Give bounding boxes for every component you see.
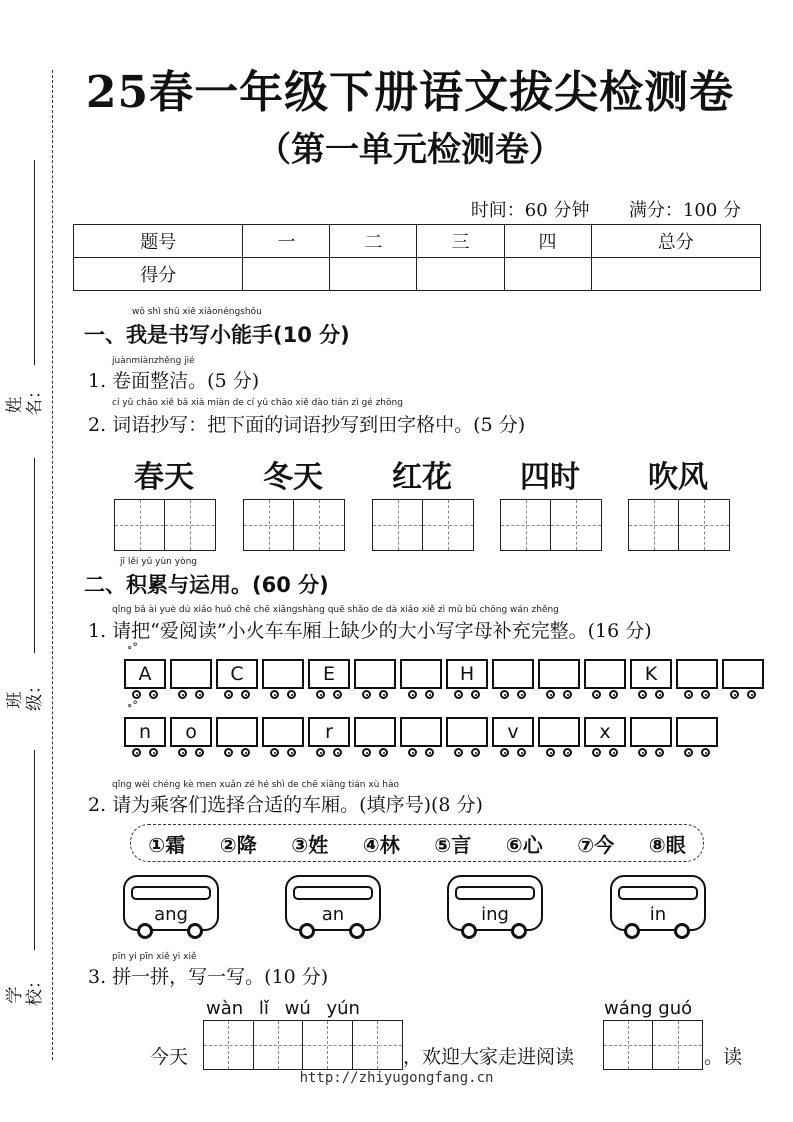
q3-text-before: 今天 (150, 1046, 189, 1068)
full-score: 满分：100 分 (628, 200, 741, 221)
wheel-icon (655, 690, 664, 699)
wheel-icon (270, 690, 279, 699)
wheel-icon (379, 690, 388, 699)
wheel-icon (224, 690, 233, 699)
footer-url: http://zhiyugongfang.cn (299, 1070, 494, 1086)
section2-pinyin: jī lěi yǔ yùn yòng (120, 557, 197, 567)
wheel-icon (316, 748, 325, 757)
wheel-icon (454, 690, 463, 699)
train-car[interactable] (538, 717, 580, 747)
wheel-icon (149, 748, 158, 757)
wheel-icon (316, 690, 325, 699)
wheel-icon (701, 748, 710, 757)
wheel-icon (195, 690, 204, 699)
train-car[interactable] (400, 717, 442, 747)
tianzige-grid[interactable] (114, 499, 216, 551)
train-car: v (492, 717, 534, 747)
wheel-icon (137, 923, 153, 939)
wheel-icon (241, 748, 250, 757)
page-subtitle: （第一单元检测卷） (257, 130, 563, 170)
option-item: ③姓 (291, 832, 329, 857)
wheel-icon (471, 690, 480, 699)
copy-word: 春天 (134, 460, 194, 495)
wheel-icon (511, 923, 527, 939)
wheel-icon (517, 690, 526, 699)
train-car[interactable] (262, 717, 304, 747)
wheel-icon (379, 748, 388, 757)
s2-q3-pinyin: pīn yi pīn xiě yi xiě (112, 952, 197, 962)
tianzige-grid[interactable] (243, 499, 345, 551)
s2-q1-pinyin: qǐng bǎ ài yuè dú xiǎo huǒ chē chē xiāngshàng quē shǎo de dà xiǎo xiě zì mǔ bǔ chōng wán zhěng (112, 605, 559, 615)
train-car[interactable] (354, 717, 396, 747)
cabin-window (618, 886, 698, 900)
copy-word: 冬天 (263, 460, 323, 495)
wheel-icon (517, 748, 526, 757)
train-car[interactable] (400, 659, 442, 689)
s2-q3-text: 3. 拼一拼，写一写。(10 分) (88, 966, 329, 988)
score-header: 四 (504, 225, 591, 258)
train-car: K (630, 659, 672, 689)
train-car[interactable] (584, 659, 626, 689)
cabin-window (455, 886, 535, 900)
wheel-icon (287, 690, 296, 699)
option-item: ④林 (362, 832, 400, 857)
score-header: 题号 (74, 225, 243, 258)
score-header: 三 (417, 225, 504, 258)
train-car[interactable] (676, 659, 718, 689)
wheel-icon (408, 690, 417, 699)
tianzige-grid-2[interactable] (603, 1020, 703, 1070)
train-car: E (308, 659, 350, 689)
cabin-label: ang (154, 904, 188, 925)
section1-pinyin: wǒ shì shū xiě xiǎonéngshǒu (132, 307, 262, 317)
wheel-icon (149, 690, 158, 699)
wheel-icon (684, 748, 693, 757)
wheel-icon (241, 690, 250, 699)
train-car[interactable] (170, 659, 212, 689)
wheel-icon (563, 748, 572, 757)
section2-heading: 二、积累与运用。(60 分) (84, 573, 329, 597)
score-cell[interactable] (504, 258, 591, 291)
score-table (73, 224, 761, 291)
wheel-icon (270, 748, 279, 757)
train-car[interactable] (492, 659, 534, 689)
wheel-icon (461, 923, 477, 939)
wheel-icon (425, 690, 434, 699)
train-car: A (124, 659, 166, 689)
wheel-icon (609, 748, 618, 757)
wheel-icon (287, 748, 296, 757)
wheel-icon (546, 748, 555, 757)
wheel-icon (132, 690, 141, 699)
wheel-icon (132, 748, 141, 757)
school-blank-line (34, 750, 35, 950)
wheel-icon (178, 690, 187, 699)
option-item: ⑦今 (577, 832, 615, 857)
wheel-icon (684, 690, 693, 699)
train-car[interactable] (446, 717, 488, 747)
s2-q2-text: 2. 请为乘客们选择合适的车厢。(填序号)(8 分) (88, 794, 483, 816)
cabin[interactable] (447, 875, 543, 931)
score-table-header-row (74, 225, 761, 258)
cabin-window (293, 886, 373, 900)
cabin-label: an (321, 904, 345, 925)
wheel-icon (333, 748, 342, 757)
score-header: 二 (330, 225, 417, 258)
tianzige-grid[interactable] (372, 499, 474, 551)
q3-text-after: 。读 (704, 1046, 743, 1068)
wheel-icon (425, 748, 434, 757)
train-smoke-icon: ∘° (127, 641, 138, 654)
class-blank-line (34, 458, 35, 653)
score-cell[interactable] (243, 258, 330, 291)
tianzige-grid-4[interactable] (203, 1020, 403, 1070)
score-header: 一 (243, 225, 330, 258)
wheel-icon (471, 748, 480, 757)
option-item: ⑥心 (505, 832, 543, 857)
copy-word: 四时 (520, 460, 580, 495)
tianzige-grid[interactable] (500, 499, 602, 551)
score-cell[interactable] (417, 258, 504, 291)
train-smoke-icon: ∘° (127, 699, 138, 712)
train-car: n (124, 717, 166, 747)
cabin[interactable] (285, 875, 381, 931)
school-label: 学校： (5, 972, 45, 1006)
wheel-icon (195, 748, 204, 757)
option-item: ⑤言 (434, 832, 472, 857)
cabin-label: ing (481, 904, 509, 925)
option-item: ①霜 (148, 832, 186, 857)
wheel-icon (362, 690, 371, 699)
score-cell[interactable] (591, 258, 760, 291)
q2-text: 2. 词语抄写：把下面的词语抄写到田字格中。(5 分) (88, 414, 526, 436)
name-blank-line (34, 160, 35, 365)
wheel-icon (592, 690, 601, 699)
s2-q2-pinyin: qǐng wèi chéng kè men xuǎn zé hé shì de chē xiāng tián xù hào (112, 780, 399, 790)
wheel-icon (408, 748, 417, 757)
wheel-icon (563, 690, 572, 699)
wheel-icon (638, 690, 647, 699)
wheel-icon (299, 923, 315, 939)
train-car: C (216, 659, 258, 689)
wheel-icon (224, 748, 233, 757)
cabin[interactable] (610, 875, 706, 931)
page-title: 25春一年级下册语文拔尖检测卷 (85, 67, 735, 118)
time-limit: 时间：60 分钟 (470, 200, 590, 221)
q2-pinyin: cí yǔ chāo xiě bǎ xià miàn de cí yǔ chāo xiě dào tián zì gé zhōng (112, 398, 403, 408)
train-car: r (308, 717, 350, 747)
score-cell[interactable] (330, 258, 417, 291)
cabin-window (131, 886, 211, 900)
wheel-icon (747, 690, 756, 699)
wheel-icon (500, 748, 509, 757)
score-row-label: 得分 (74, 258, 243, 291)
wheel-icon (546, 690, 555, 699)
wheel-icon (178, 748, 187, 757)
q3-pinyin-1: wàn lǐ wú yún (206, 998, 360, 1019)
option-item: ②降 (219, 832, 257, 857)
character-options (130, 824, 704, 862)
wheel-icon (638, 748, 647, 757)
wheel-icon (609, 690, 618, 699)
q1-text: 1. 卷面整洁。(5 分) (88, 370, 260, 392)
name-label: 姓名： (5, 382, 45, 416)
wheel-icon (500, 690, 509, 699)
section1-heading: 一、我是书写小能手(10 分) (84, 323, 350, 347)
wheel-icon (674, 923, 690, 939)
train-car[interactable] (538, 659, 580, 689)
exam-meta (471, 196, 741, 222)
binding-dashed-line (52, 70, 53, 1060)
copy-word: 红花 (392, 460, 452, 495)
class-label: 班级： (5, 677, 45, 711)
wheel-icon (187, 923, 203, 939)
q1-pinyin: juànmiànzhěng jié (112, 356, 195, 366)
cabin[interactable] (123, 875, 219, 931)
tianzige-grid[interactable] (628, 499, 730, 551)
train-car[interactable] (630, 717, 672, 747)
score-header: 总分 (591, 225, 760, 258)
wheel-icon (454, 748, 463, 757)
wheel-icon (349, 923, 365, 939)
q3-pinyin-2: wáng guó (604, 998, 693, 1019)
s2-q1-text: 1. 请把“爱阅读”小火车车厢上缺少的大小写字母补充完整。(16 分) (88, 620, 652, 642)
wheel-icon (362, 748, 371, 757)
train-car: H (446, 659, 488, 689)
copy-word: 吹风 (648, 460, 708, 495)
q3-text-middle: ，欢迎大家走进阅读 (403, 1046, 575, 1068)
wheel-icon (701, 690, 710, 699)
wheel-icon (624, 923, 640, 939)
train-car: x (584, 717, 626, 747)
wheel-icon (730, 690, 739, 699)
train-car[interactable] (676, 717, 718, 747)
wheel-icon (592, 748, 601, 757)
train-car[interactable] (216, 717, 258, 747)
train-car[interactable] (722, 659, 764, 689)
score-table-score-row (74, 258, 761, 291)
wheel-icon (333, 690, 342, 699)
train-car[interactable] (354, 659, 396, 689)
train-car: o (170, 717, 212, 747)
cabin-label: in (649, 904, 667, 925)
option-item: ⑧眼 (648, 832, 686, 857)
wheel-icon (655, 748, 664, 757)
train-car[interactable] (262, 659, 304, 689)
